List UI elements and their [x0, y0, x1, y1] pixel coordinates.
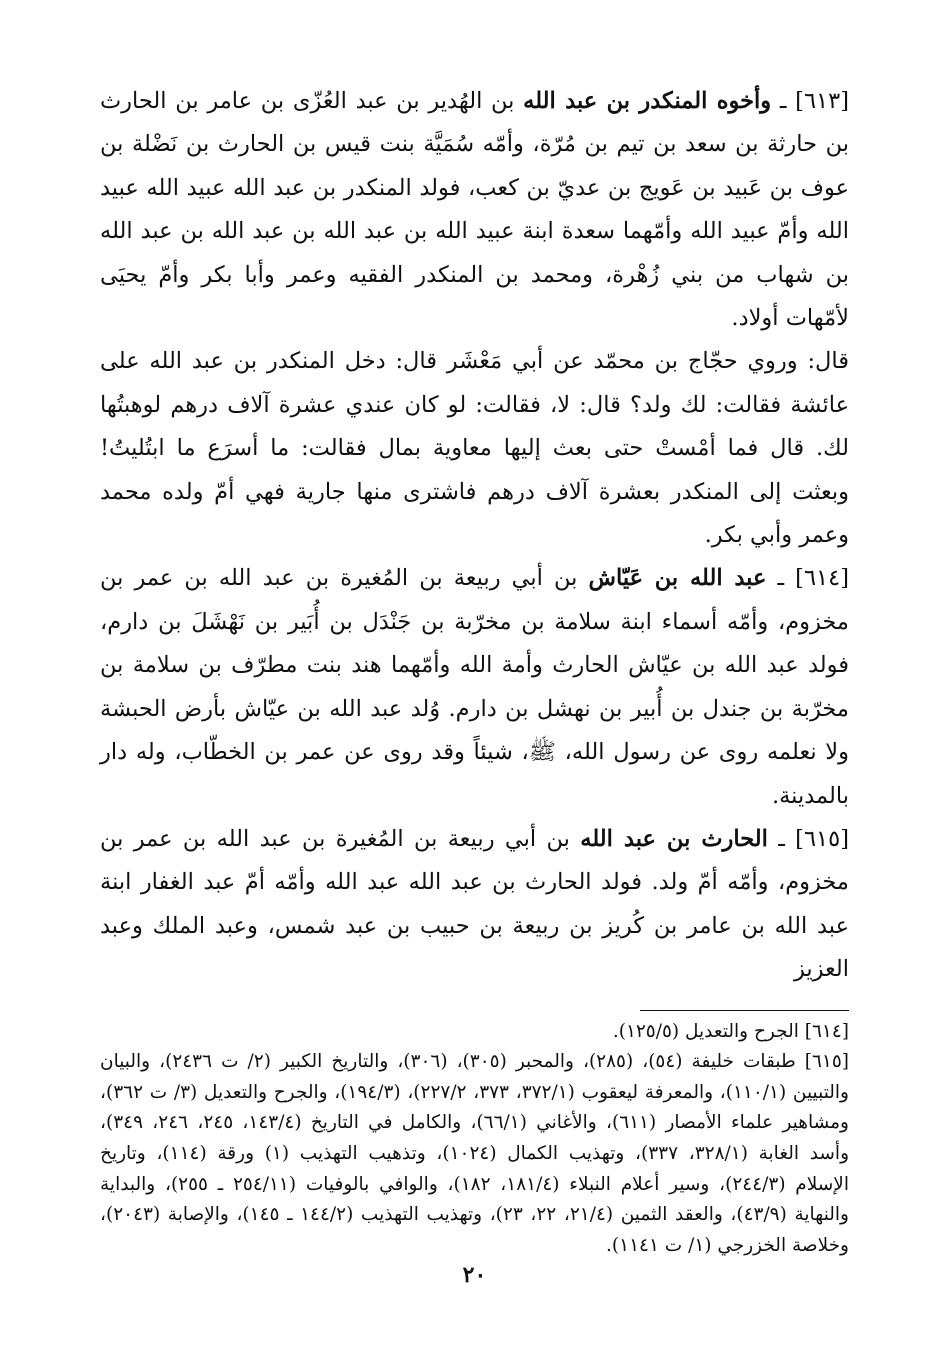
- entry-614-paragraph: [100, 557, 849, 817]
- footnote-ref: [٦١٤]: [804, 1020, 849, 1042]
- entry-text: بن أبي ربيعة بن المُغيرة بن عبد الله بن عمر بن مخزوم، وأمّه أمّ ولد. فولد الحارث بن عبد الله عبد الله وأمّه أمّ عبد الغفار ابنة عبد الله بن عامر بن كُريز بن ربيعة بن حبيب بن عبد شمس، وعبد الملك وعبد العزيز: [100, 825, 849, 983]
- footnotes: [100, 1017, 849, 1262]
- page-number: ٢٠: [462, 1262, 487, 1288]
- footnote-ref: [٦١٥]: [804, 1051, 849, 1073]
- footnote-divider: [640, 1010, 849, 1011]
- entry-dash: ـ: [766, 565, 796, 592]
- entry-dash: ـ: [767, 825, 796, 852]
- entry-name: عبد الله بن عَيّاش: [588, 565, 767, 592]
- footnote-text: الجرح والتعديل (١٢٥/٥).: [612, 1020, 805, 1042]
- entry-number: [٦١٥]: [795, 825, 849, 852]
- entry-number: [٦١٤]: [795, 565, 849, 592]
- entry-dash: ـ: [771, 88, 796, 114]
- footnote-614: [100, 1017, 849, 1048]
- entry-name: وأخوه المنكدر بن عبد الله: [523, 88, 772, 114]
- entry-613-paragraph-2: قال: وروي حجّاج بن محمّد عن أبي مَعْشَر قال: دخل المنكدر بن عبد الله على عائشة فقالت: لك ولد؟ قال: لا، فقالت: لو كان عندي عشرة آلاف درهم لوهبتُها لك. قال فما أمْستْ حتى بعث إليها معاوية بمال فقالت: ما أسرَع ما ابتُليتُ! وبعثت إلى المنكدر بعشرة آلاف درهم فاشترى منها جارية فهي أمّ ولده محمد وعمر وأبي بكر.: [100, 348, 849, 549]
- footnote-text: طبقات خليفة (٥٤)، (٢٨٥)، والمحبر (٣٠٥)، (٣٠٦)، والتاريخ الكبير (٢/ ت ٢٤٣٦)، والبيان والتبيين (١١٠/١)، والمعرفة ليعقوب (٣٧٢/١، ٣٧٣، ٢٢٧/٢)، (١٩٤/٣)، والجرح والتعديل (٣/ ت ٣٦٢)، ومشاهير علماء الأمصار (٦١١)، والأغاني (٦٦/١)، والكامل في التاريخ (١٤٣/٤، ٢٤٥، ٢٤٦، ٣٤٩)، وأسد الغابة (٣٢٨/١، ٣٣٧)، وتهذيب الكمال (١٠٢٤)، وتذهيب التهذيب (١) ورقة (١١٤)، وتاريخ الإسلام (٢٤٤/٣)، وسير أعلام النبلاء (١٨١/٤، ١٨٢)، والوافي بالوفيات (٢٥٤/١١ ـ ٢٥٥)، والبداية والنهاية (٤٣/٩)، والعقد الثمين (٢١/٤، ٢٢، ٢٣)، وتهذيب التهذيب (١٤٤/٢ ـ ١٤٥)، والإصابة (٢٠٤٣)، وخلاصة الخزرجي (١/ ت ١١٤١).: [100, 1051, 850, 1256]
- entry-text: بن الهُدير بن عبد العُزّى بن عامر بن الحارث بن حارثة بن سعد بن تيم بن مُرّة، وأمّه سُمَيَّة بنت قيس بن الحارث بن نَضْلة بن عوف بن عَبيد بن عَويج بن عديّ بن كعب، فولد المنكدر بن عبد الله عبيد الله عبيد الله وأمّ عبيد الله وأمّهما سعدة ابنة عبيد الله بن عبد الله بن عبد الله بن عبد الله بن شهاب من بني زُهْرة، ومحمد بن المنكدر الفقيه وعمر وأبا بكر وأمّ يحيَى لأمّهات أولاد.: [100, 88, 849, 332]
- footnote-615: [100, 1047, 849, 1261]
- entry-615: [100, 818, 849, 992]
- entry-number: [٦١٣]: [795, 88, 849, 114]
- entry-615-paragraph: [100, 818, 849, 992]
- entry-text: بن أبي ربيعة بن المُغيرة بن عبد الله بن عمر بن مخزوم، وأمّه أسماء ابنة سلامة بن مخرّبة بن جَنْدَل بن أُبَير بن نَهْشَلَ بن دارم، فولد عبد الله بن عيّاش الحارث وأمة الله وأمّهما هند بنت مطرّف بن سلامة بن مخرّبة بن جندل بن أُبير بن نهشل بن دارم. وُلد عبد الله بن عيّاش بأرض الحبشة ولا نعلمه روى عن رسول الله، ﷺ، شيئاً وقد روى عن عمر بن الخطّاب، وله دار بالمدينة.: [100, 565, 849, 809]
- entry-613: [100, 80, 849, 557]
- entry-name: الحارث بن عبد الله: [580, 825, 768, 852]
- entry-613-paragraph: [100, 80, 849, 340]
- entry-614: [100, 557, 849, 817]
